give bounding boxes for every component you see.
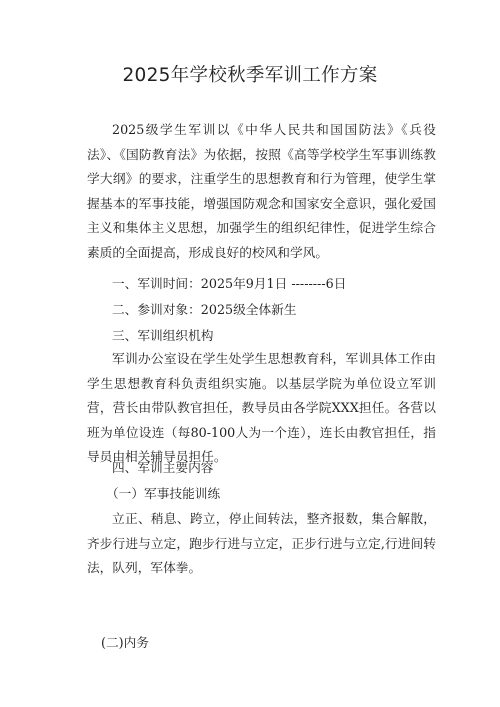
section-3-heading: 三、军训组织机构 <box>112 328 214 343</box>
section-1-time: 一、军训时间：2025年9月1日 --------6日 <box>112 276 347 291</box>
subsection-1-paragraph: 立正、稍息、跨立，停止间转法，整齐报数，集合解散，齐步行进与立定，跑步行进与立定，正步行进与立定,行进间转法，队列，军体拳。 <box>87 511 436 576</box>
section-4-heading: 四、军训主要内容 <box>112 460 214 475</box>
document-title: 2025年学校秋季军训工作方案 <box>122 65 378 86</box>
subsection-1-heading: （一）军事技能训练 <box>106 486 221 501</box>
section-3-paragraph: 军训办公室设在学生处学生思想教育科，军训具体工作由学生思想教育科负责组织实施。以基层学院为单位设立军训营，营长由带队教官担任，教导员由各学院XXX担任。各营以班为单位设连（每80-100人为一个连），连长由教官担任，指导员由相关辅导员担任。 <box>87 351 436 465</box>
intro-paragraph: 2025级学生军训以《中华人民共和国国防法》《兵役法》、《国防教育法》为依据，按照《高等学校学生军事训练教学大纲》的要求，注重学生的思想教育和行为管理，使学生掌握基本的军事技能，增强国防观念和国家安全意识，强化爱国主义和集体主义思想，加强学生的组织纪律性，促进学生综合素质的全面提高，形成良好的校风和学风。 <box>87 122 436 260</box>
section-2-participants: 二、参训对象：2025级全体新生 <box>112 302 297 317</box>
subsection-2-heading: (二)内务 <box>101 635 149 650</box>
